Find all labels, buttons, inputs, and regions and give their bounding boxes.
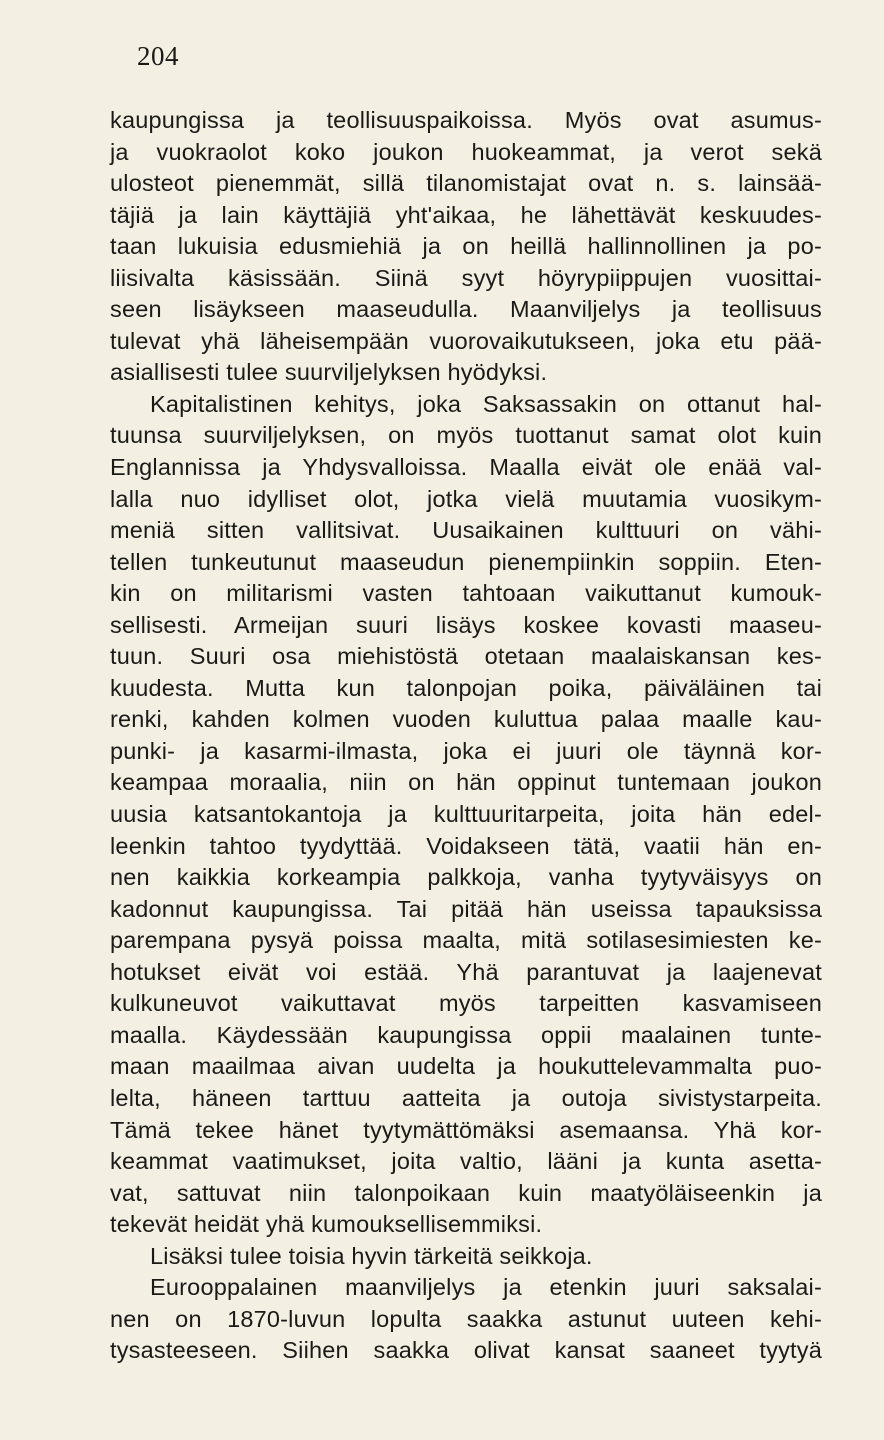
- paragraph-end-line: asiallisesti tulee suurviljelyksen hyödyksi.: [110, 359, 548, 386]
- text-line: Tämä tekee hänet tyytymättömäksi asemaansa. Yhä kor-: [110, 1116, 822, 1143]
- text-line: tuunsa suurviljelyksen, on myös tuottanut samat olot kuin: [110, 422, 822, 449]
- text-line: sellisesti. Armeijan suuri lisäys koskee kovasti maaseu-: [110, 611, 822, 638]
- text-line: kin on militarismi vasten tahtoaan vaikuttanut kumouk-: [110, 580, 822, 607]
- text-line: kuudesta. Mutta kun talonpojan poika, päiväläinen tai: [110, 674, 822, 701]
- text-line: nen kaikkia korkeampia palkkoja, vanha tyytyväisyys on: [110, 864, 822, 891]
- text-line: täjiä ja lain käyttäjiä yht'aikaa, he lähettävät keskuudes-: [110, 201, 822, 228]
- text-line: liisivalta käsissään. Siinä syyt höyrypiippujen vuosittai-: [110, 264, 822, 291]
- text-line: hotukset eivät voi estää. Yhä parantuvat ja laajenevat: [110, 958, 822, 985]
- text-line: tellen tunkeutunut maaseudun pienempiinkin soppiin. Eten-: [110, 548, 822, 575]
- paragraph-start-line: Kapitalistinen kehitys, joka Saksassakin on ottanut hal-: [150, 390, 822, 417]
- text-line: lalla nuo idylliset olot, jotka vielä muutamia vuosikym-: [110, 485, 822, 512]
- text-line: keampaa moraalia, niin on hän oppinut tuntemaan joukon: [110, 769, 822, 796]
- text-line: keammat vaatimukset, joita valtio, lääni ja kunta asetta-: [110, 1148, 822, 1175]
- text-line: parempana pysyä poissa maalta, mitä sotilasesimiesten ke-: [110, 927, 822, 954]
- text-line: taan lukuisia edusmiehiä ja on heillä hallinnollinen ja po-: [110, 233, 822, 260]
- text-line: vat, sattuvat niin talonpoikaan kuin maatyöläiseenkin ja: [110, 1179, 822, 1206]
- text-line: tuun. Suuri osa miehistöstä otetaan maalaiskansan kes-: [110, 643, 822, 670]
- paragraph-start-line: Eurooppalainen maanviljelys ja etenkin juuri saksalai-: [150, 1274, 822, 1301]
- text-line: nen on 1870-luvun lopulta saakka astunut uuteen kehi-: [110, 1305, 822, 1332]
- text-line: kulkuneuvot vaikuttavat myös tarpeitten kasvamiseen: [110, 990, 822, 1017]
- page-number: 204: [137, 41, 179, 71]
- text-line: Englannissa ja Yhdysvalloissa. Maalla eivät ole enää val-: [110, 454, 822, 481]
- text-line: ulosteot pienemmät, sillä tilanomistajat ovat n. s. lainsää-: [110, 170, 822, 197]
- paragraph-end-line: tekevät heidät yhä kumouksellisemmiksi.: [110, 1211, 543, 1238]
- text-line: kaupungissa ja teollisuuspaikoissa. Myös ovat asumus-: [110, 107, 822, 133]
- text-line: uusia katsantokantoja ja kulttuuritarpeita, joita hän edel-: [110, 801, 822, 828]
- text-line: leenkin tahtoo tyydyttää. Voidakseen tätä, vaatii hän en-: [110, 832, 822, 859]
- text-line: lelta, häneen tarttuu aatteita ja outoja sivistystarpeita.: [110, 1084, 822, 1111]
- body-text: [110, 105, 822, 1367]
- text-line: seen lisäykseen maaseudulla. Maanviljelys ja teollisuus: [110, 296, 822, 323]
- text-line: ja vuokraolot koko joukon huokeammat, ja verot sekä: [110, 138, 822, 165]
- text-line: renki, kahden kolmen vuoden kuluttua palaa maalle kau-: [110, 706, 822, 733]
- text-line: meniä sitten vallitsivat. Uusaikainen kulttuuri on vähi-: [110, 517, 822, 544]
- single-line-paragraph: Lisäksi tulee toisia hyvin tärkeitä seikkoja.: [150, 1242, 593, 1269]
- text-line: kadonnut kaupungissa. Tai pitää hän useissa tapauksissa: [110, 895, 822, 922]
- text-line: maan maailmaa aivan uudelta ja houkuttelevammalta puo-: [110, 1053, 822, 1080]
- text-line: punki- ja kasarmi-ilmasta, joka ei juuri ole täynnä kor-: [110, 737, 822, 764]
- text-line: tysasteeseen. Siihen saakka olivat kansat saaneet tyytyä: [110, 1337, 822, 1364]
- text-line: tulevat yhä läheisempään vuorovaikutukseen, joka etu pää-: [110, 327, 822, 354]
- text-line: maalla. Käydessään kaupungissa oppii maalainen tunte-: [110, 1021, 822, 1048]
